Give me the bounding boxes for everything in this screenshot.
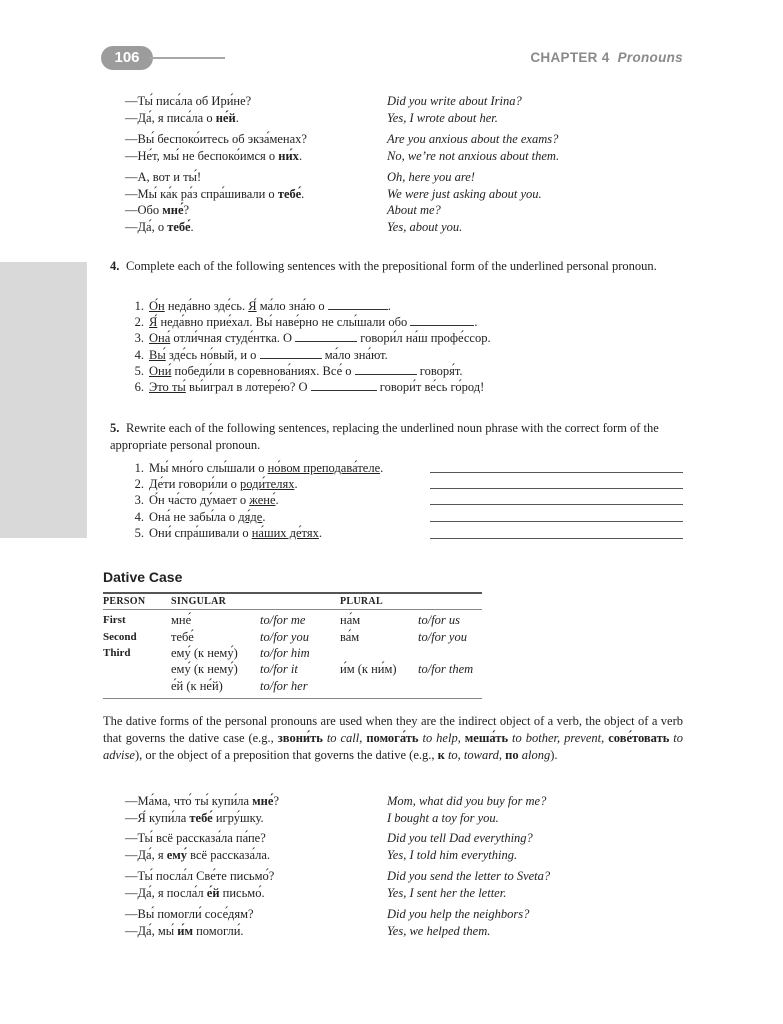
dialogue-line: —Мы́ ка́к ра́з спра́шивали о тебе́. [125, 186, 305, 201]
dialogue-line: Did you send the letter to Sveta? [387, 869, 551, 883]
answer-blank[interactable] [295, 330, 357, 342]
table-cell: е́й (к не́й) [171, 679, 223, 693]
dialogue-line: Yes, I sent her the letter. [387, 885, 507, 900]
answer-line[interactable] [430, 472, 683, 473]
answer-line[interactable] [430, 504, 683, 505]
dialogue-line: I bought a toy for you. [387, 810, 499, 825]
dative-explanation: The dative forms of the personal pronouns are used when they are the indirect object of a verb, the object of a verb that governs the dative case (e.g., звони́ть to call, помога́ть to help, меша́ть to bother, prevent, сове́товать to advise), or the object of a preposition that governs the dative (e.g., к to, toward, по along). [103, 714, 684, 762]
exercise-5-instruction: 5. Rewrite each of the following sentences, replacing the underlined noun phrase with the correct form of the appropriate personal pronoun. [110, 421, 659, 452]
chapter-label: CHAPTER 4 [530, 50, 610, 65]
table-header-singular: SINGULAR [171, 596, 227, 607]
dialogue-line: —Да́, о тебе́. [125, 219, 194, 234]
exercise-item: 5. Они́ спра́шивали о на́ших де́тях. [134, 525, 322, 540]
section-title: Dative Case [103, 569, 183, 585]
table-cell: тебе́ [171, 630, 194, 644]
dialogue-3-russian [125, 169, 304, 235]
dialogue-line: Yes, we helped them. [387, 923, 491, 938]
answer-blank[interactable] [410, 314, 474, 326]
table-cell: to/for you [260, 630, 309, 644]
exercise-item: 3. Она́ отли́чная студе́нтка. О говори́л на́ш профе́ссор. [134, 331, 491, 346]
answer-line[interactable] [430, 538, 683, 539]
exercise-item: 2. Де́ти говори́ли о роди́телях. [134, 477, 298, 492]
dialogue-2-english [387, 131, 559, 164]
table-cell: to/for me [260, 613, 306, 627]
table-cell-person: Second [103, 631, 137, 643]
exercise-item: 5. Они́ победи́ли в соревнова́ниях. Все́ о говоря́т. [134, 363, 463, 378]
exercise-item: 2. Я́ неда́вно прие́хал. Вы́ наве́рно не слы́шали обо . [134, 315, 478, 330]
dialogue-line: —Да́, я посла́л е́й письмо́. [125, 885, 265, 900]
dative-dialogue-2-russian [125, 830, 270, 863]
dialogue-line: —Да́, я ему́ всё рассказа́ла. [125, 847, 271, 862]
table-header-person: PERSON [103, 596, 146, 607]
table-cell: to/for them [418, 662, 474, 676]
exercise-number: 5. [110, 421, 120, 435]
dialogue-line: Yes, I wrote about her. [387, 110, 498, 125]
table-cell: to/for it [260, 662, 298, 676]
dative-dialogue-4-russian [125, 906, 254, 939]
exercise-5-items [128, 460, 383, 541]
answer-line[interactable] [430, 521, 683, 522]
dialogue-line: —Не́т, мы́ не беспоко́имся о ни́х. [125, 148, 303, 163]
table-cell: ва́м [340, 630, 360, 644]
exercise-item: 1. Мы́ мно́го слы́шали о но́вом преподава́теле. [134, 461, 384, 475]
table-cell: ему́ (к нему́) [171, 662, 238, 676]
table-cell-person: First [103, 614, 126, 626]
table-cell: to/for him [260, 646, 310, 660]
table-rule-bottom [103, 698, 482, 699]
dative-dialogue-3-english [387, 868, 550, 901]
dialogue-line: —Да́, мы́ и́м помогли́. [125, 923, 244, 938]
exercise-item: 3. О́н ча́сто ду́мает о жене́. [134, 493, 279, 508]
exercise-item: 1. О́н неда́вно зде́сь. Я́ ма́ло зна́ю о . [134, 299, 391, 313]
answer-blank[interactable] [260, 347, 322, 359]
table-header-plural: PLURAL [340, 596, 383, 607]
dialogue-line: Did you help the neighbors? [387, 907, 530, 921]
dialogue-1-russian [125, 93, 251, 126]
dialogue-line: Yes, I told him everything. [387, 847, 518, 862]
dialogue-2-russian [125, 131, 307, 164]
dialogue-line: We were just asking about you. [387, 186, 542, 201]
dialogue-line: Did you tell Dad everything? [387, 831, 533, 845]
dialogue-line: —Обо мне́? [125, 203, 190, 217]
dialogue-line: —Ты́ писа́ла об Ири́не? [125, 94, 252, 108]
dialogue-line: About me? [387, 203, 441, 217]
table-cell: мне́ [171, 613, 192, 627]
dialogue-line: No, we’re not anxious about them. [387, 148, 560, 163]
dative-dialogue-4-english [387, 906, 529, 939]
dialogue-line: Yes, about you. [387, 219, 463, 234]
dialogue-line: Oh, here you are! [387, 170, 475, 184]
dialogue-line: —Ты́ всё рассказа́ла па́пе? [125, 831, 266, 845]
dialogue-line: Did you write about Irina? [387, 94, 522, 108]
answer-blank[interactable] [355, 363, 417, 375]
chapter-title: Pronouns [617, 50, 683, 65]
answer-blank[interactable] [328, 298, 388, 310]
dative-dialogue-1-english [387, 793, 546, 826]
exercise-item: 6. Это ты́ вы́играл в лотере́ю? О говори́т ве́сь го́род! [134, 380, 485, 395]
dative-dialogue-3-russian [125, 868, 274, 901]
side-tab-bar [0, 262, 87, 538]
table-cell: to/for you [418, 630, 467, 644]
dialogue-3-english [387, 169, 542, 235]
table-cell: на́м [340, 613, 361, 627]
dialogue-line: —Вы́ помогли́ сосе́дям? [125, 907, 254, 921]
table-rule-header [103, 609, 482, 610]
answer-line[interactable] [430, 488, 683, 489]
page-number: 106 [101, 46, 153, 70]
exercise-item: 4. Она́ не забы́ла о дя́де. [134, 509, 266, 524]
dialogue-line: —Ма́ма, что́ ты́ купи́ла мне́? [125, 794, 279, 808]
table-cell: to/for us [418, 613, 461, 627]
dative-dialogue-1-russian [125, 793, 279, 826]
dialogue-line: —Я́ купи́ла тебе́ игру́шку. [125, 810, 264, 825]
dialogue-line: —Да́, я писа́ла о не́й. [125, 110, 239, 125]
header-rule [150, 57, 225, 59]
table-rule-top [103, 592, 482, 594]
exercise-4-items [128, 298, 491, 395]
dialogue-line: —Ты́ посла́л Све́те письмо́? [125, 869, 275, 883]
table-cell: и́м (к ни́м) [340, 662, 397, 676]
dialogue-line: —Вы́ беспоко́итесь об экза́менах? [125, 132, 307, 146]
dative-dialogue-2-english [387, 830, 533, 863]
exercise-4-instruction: 4. Complete each of the following sentences with the prepositional form of the underlined personal pronoun. [110, 259, 657, 273]
answer-blank[interactable] [311, 379, 377, 391]
dialogue-1-english [387, 93, 522, 126]
dialogue-line: Mom, what did you buy for me? [387, 794, 547, 808]
chapter-header [470, 50, 683, 65]
exercise-number: 4. [110, 259, 120, 273]
table-cell: ему́ (к нему́) [171, 646, 238, 660]
dialogue-line: —А, вот и ты́! [125, 170, 202, 184]
table-cell: to/for her [260, 679, 308, 693]
dialogue-line: Are you anxious about the exams? [387, 132, 559, 146]
exercise-item: 4. Вы́ зде́сь но́вый, и о ма́ло зна́ют. [134, 347, 388, 362]
table-cell-person: Third [103, 647, 131, 659]
